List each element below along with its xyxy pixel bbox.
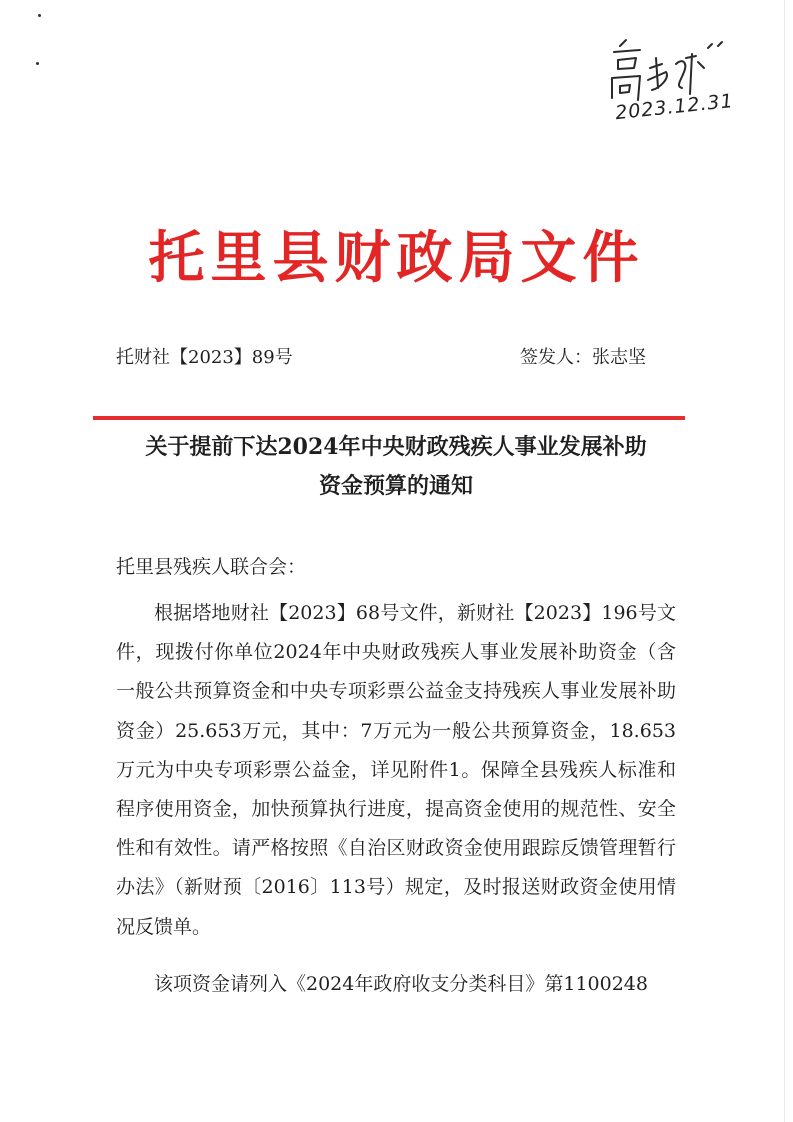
notice-title-line2: 资金预算的通知	[318, 473, 473, 499]
scan-speck	[36, 62, 39, 65]
red-divider	[93, 416, 685, 420]
recipient: 托里县残疾人联合会：	[116, 556, 307, 578]
body-paragraph-2: 该项资金请列入《2024年政府收支分类科目》第1100248	[154, 973, 648, 995]
scan-speck	[38, 14, 41, 17]
notice-title-line1: 关于提前下达2024年中央财政残疾人事业发展补助	[145, 434, 647, 460]
body-paragraph-1: 根据塔地财社【2023】68号文件，新财社【2023】196号文件，现拨付你单位2024年中央财政残疾人事业发展补助资金（含一般公共预算资金和中央专项彩票公益金支持残疾人事业发展补助资金）25.653万元，其中：7万元为一般公共预算资金，18.653万元为中央专项彩票公益金，详见附件1。保障全县残疾人标准和程序使用资金，加快预算执行进度，提高资金使用的规范性、安全性和有效性。请严格按照《自治区财政资金使用跟踪反馈管理暂行办法》（新财预〔2016〕113号）规定，及时报送财政资金使用情况反馈单。	[116, 602, 676, 938]
signer: 签发人：张志坚	[520, 347, 646, 368]
signature-date: 2023.12.31	[614, 89, 735, 125]
scan-edge	[784, 0, 785, 1122]
notice-title	[96, 428, 696, 506]
document-header-title: 托里县财政局文件	[148, 225, 645, 291]
document-number: 托财社【2023】89号	[116, 347, 293, 368]
